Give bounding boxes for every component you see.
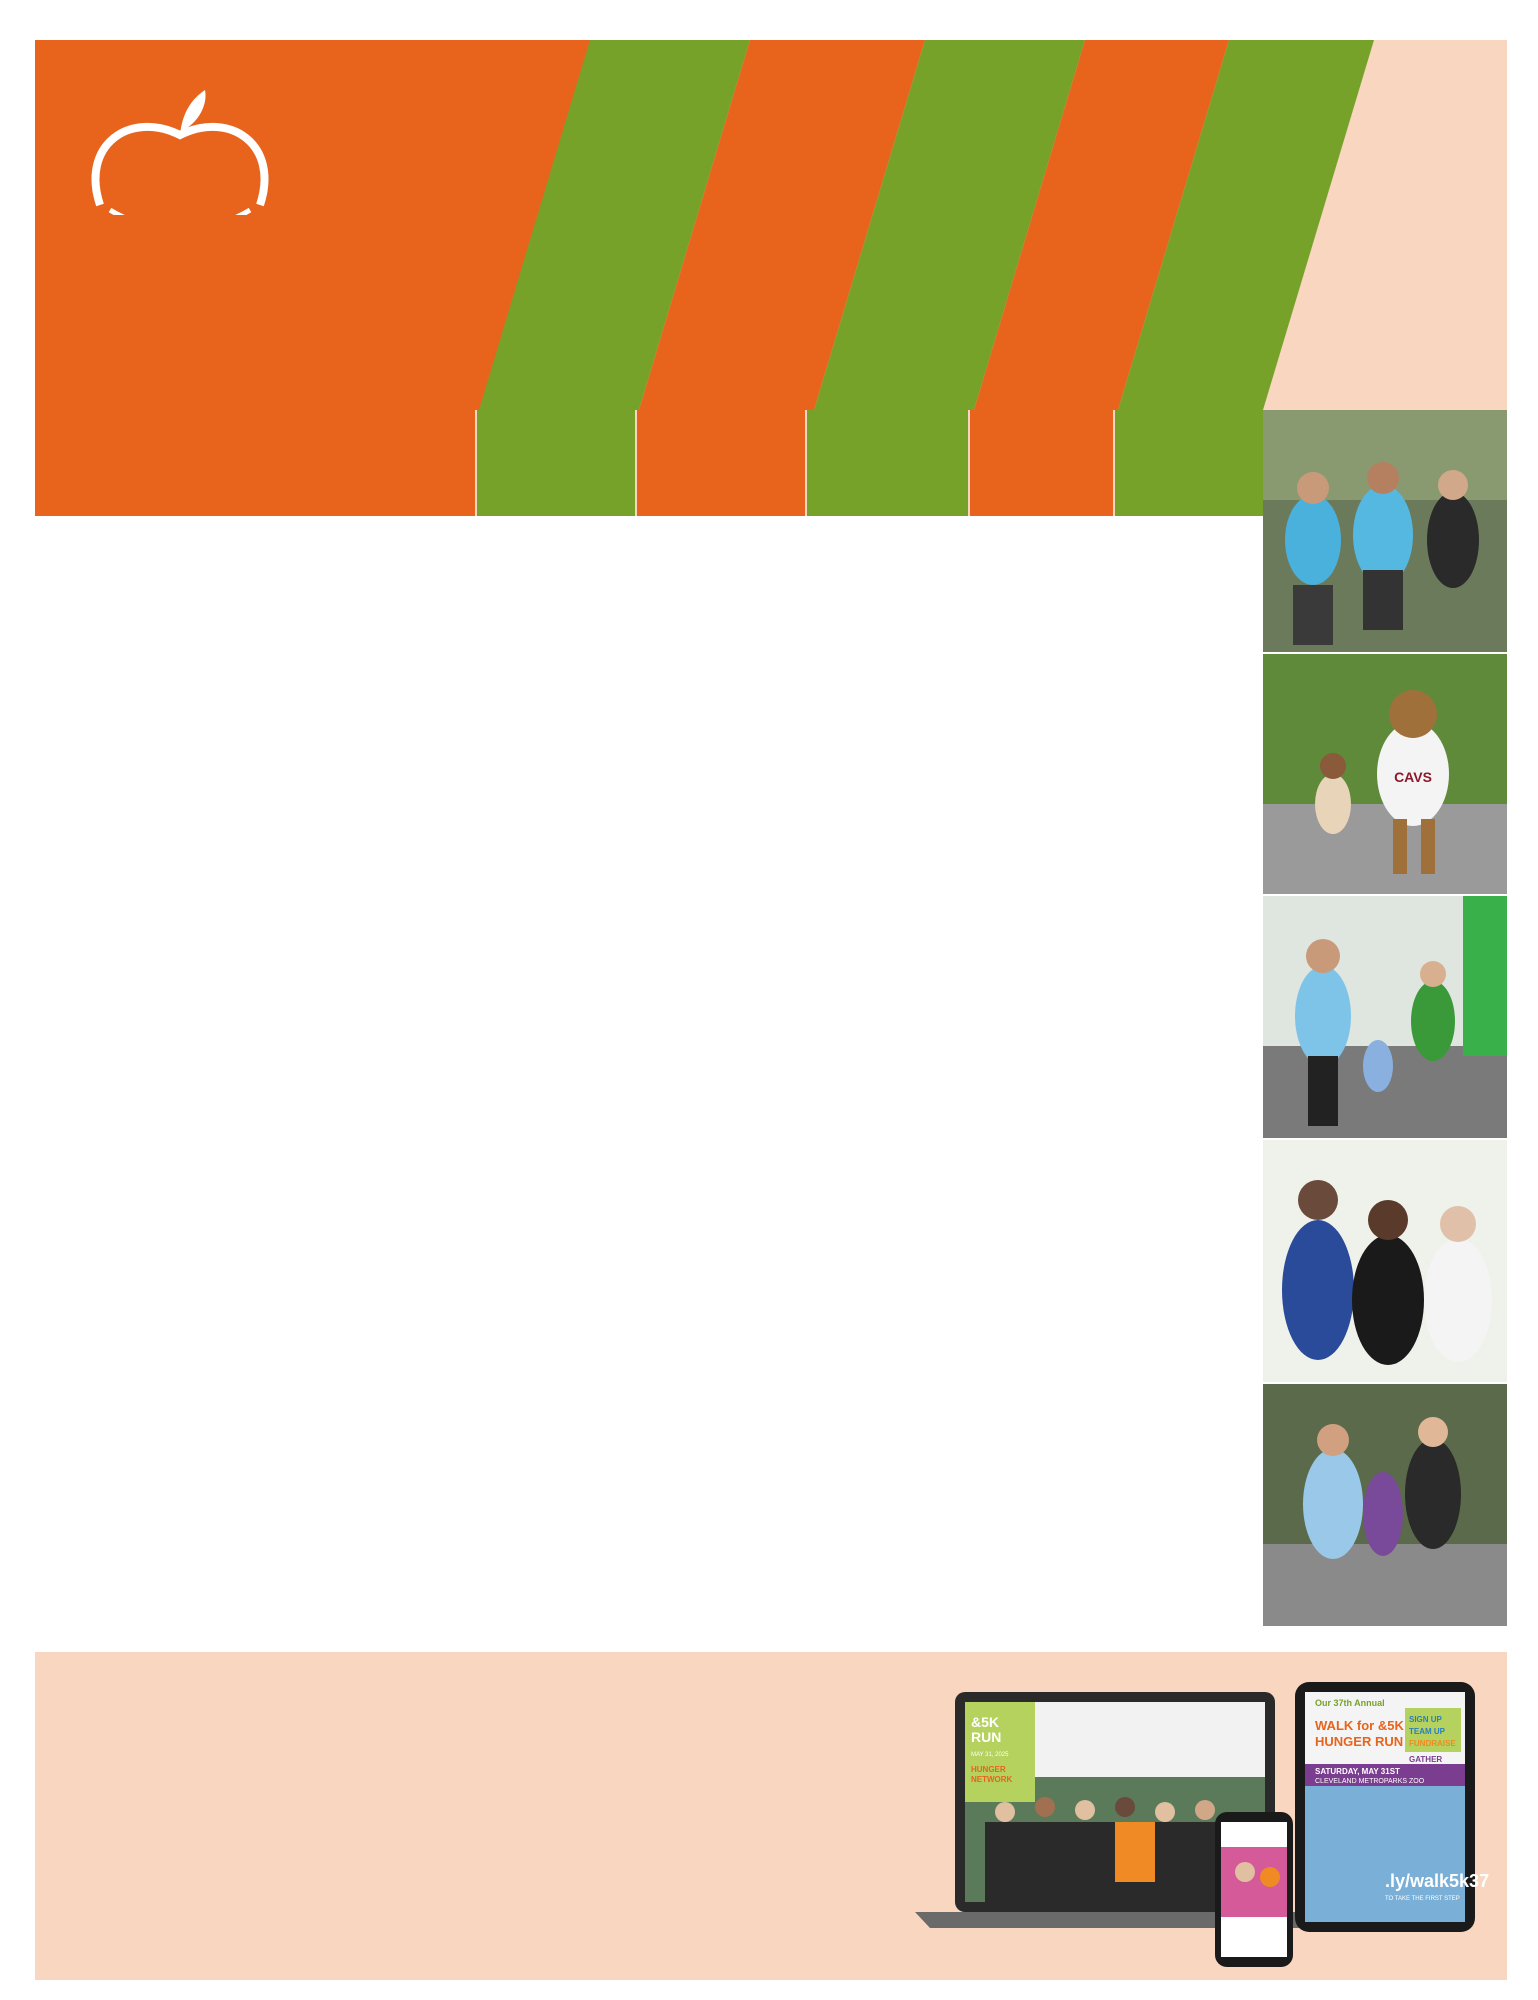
photo-group-backdrop xyxy=(1263,1140,1507,1382)
price-5 xyxy=(1115,410,1263,516)
mock-tablet-title: WALK for &5K xyxy=(1315,1718,1404,1733)
mock-laptop-date: MAY 31, 2025 xyxy=(971,1752,1009,1758)
mock-tablet-banner: Our 37th Annual xyxy=(1315,1698,1385,1708)
device-mockups xyxy=(915,1672,1495,1972)
levels-row xyxy=(35,410,1263,516)
photo-family-walk xyxy=(1263,896,1507,1138)
price-3 xyxy=(807,410,970,516)
mock-tablet-tag: SIGN UP xyxy=(1409,1715,1442,1724)
mock-tablet-title2: HUNGER RUN xyxy=(1315,1734,1404,1749)
mock-tablet-tag2: TEAM UP xyxy=(1409,1727,1445,1736)
levels-label xyxy=(35,410,477,516)
price-2 xyxy=(637,410,807,516)
event-logo xyxy=(60,85,480,385)
svg-text:CAVS: CAVS xyxy=(1394,769,1432,785)
mock-tablet-url: .ly/walk5k37 xyxy=(1385,1871,1490,1891)
mock-tablet-date: SATURDAY, MAY 31ST xyxy=(1315,1767,1400,1776)
mock-tablet-venue: CLEVELAND METROPARKS ZOO xyxy=(1315,1778,1425,1785)
price-1 xyxy=(477,410,637,516)
mock-laptop-org: HUNGER xyxy=(971,1765,1006,1774)
footer xyxy=(35,1652,1507,1980)
mock-laptop-org2: NETWORK xyxy=(971,1775,1013,1784)
mock-tablet-tag4: GATHER xyxy=(1409,1755,1443,1764)
photo-mascot xyxy=(1263,654,1507,894)
header xyxy=(35,40,1507,410)
mock-tablet-tag3: FUNDRAISE xyxy=(1409,1739,1456,1748)
photo-walkers-crowd xyxy=(1263,410,1507,652)
apple-logo-icon xyxy=(90,85,270,215)
mock-laptop-run: RUN xyxy=(971,1729,1002,1745)
mock-tablet-cta: TO TAKE THE FIRST STEP xyxy=(1385,1896,1460,1902)
mock-laptop-title: &5K xyxy=(971,1714,1000,1730)
price-4 xyxy=(970,410,1115,516)
photo-runners xyxy=(1263,1384,1507,1626)
